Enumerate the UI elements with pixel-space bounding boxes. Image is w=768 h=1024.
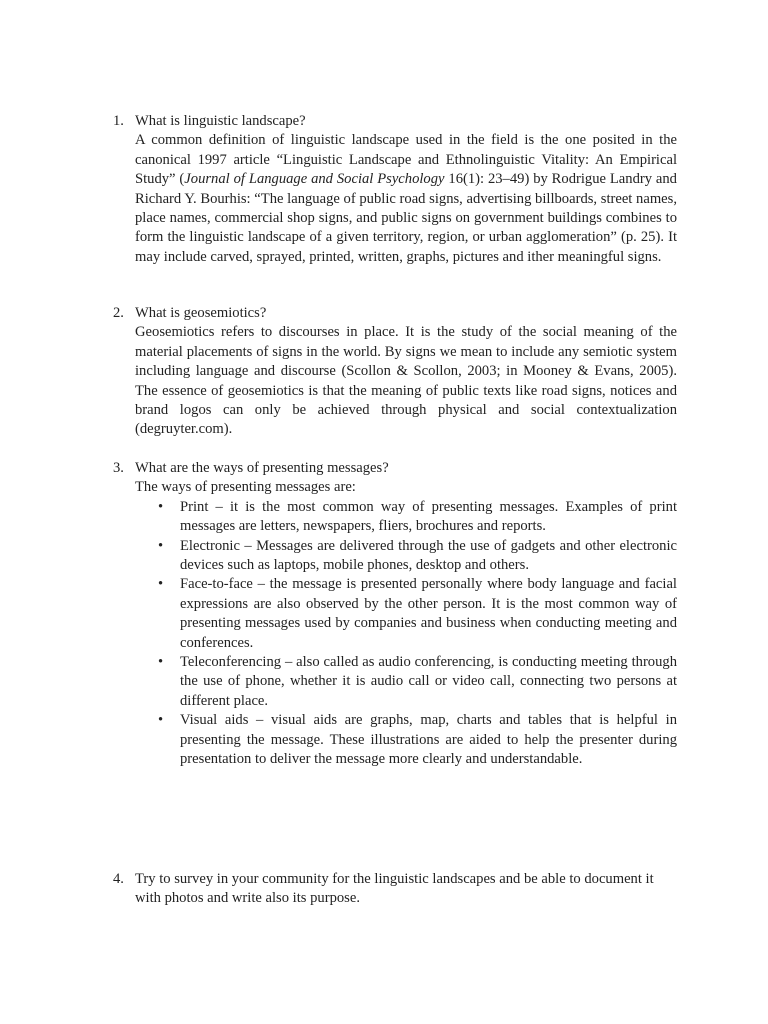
question-2 <box>113 304 677 440</box>
list-item-text: Teleconferencing – also called as audio conferencing, is conducting meeting through the use of phone, whether it is audio call or video call, connecting two persons at different place. <box>180 654 677 709</box>
list-item-text: Face-to-face – the message is presented personally where body language and facial expressions are also observed by the other person. It is the most common way of presenting messages used by companies and business when conducting meeting and conferences. <box>180 576 677 651</box>
list-item-text: Electronic – Messages are delivered through the use of gadgets and other electronic devices such as laptops, mobile phones, desktop and others. <box>180 537 677 574</box>
list-item <box>135 575 677 653</box>
question-row <box>113 304 677 323</box>
item-number: 4. <box>113 871 124 887</box>
list-item <box>135 653 677 711</box>
question-row <box>113 870 677 909</box>
item-number: 1. <box>113 113 124 129</box>
bullet-icon: • <box>158 576 164 593</box>
answer-paragraph <box>135 131 677 267</box>
question-4 <box>113 870 677 909</box>
bullet-list <box>135 498 677 770</box>
question-3 <box>113 459 677 770</box>
list-item <box>135 498 677 537</box>
bullet-icon: • <box>158 712 164 729</box>
question-1 <box>113 112 677 267</box>
question-text: What are the ways of presenting messages? <box>135 460 389 476</box>
question-text: Try to survey in your community for the linguistic landscapes and be able to document it with photos and write also its purpose. <box>135 871 654 907</box>
question-row <box>113 459 677 478</box>
list-item-text: Visual aids – visual aids are graphs, map, charts and tables that is helpful in presenting the message. These illustrations are aided to help the presenter during presentation to deliver the message more clearly and understandable. <box>180 712 677 768</box>
list-item <box>135 711 677 769</box>
item-number: 2. <box>113 305 124 321</box>
answer-text-part: A common definition of linguistic landscape used in the field is the one posited in the canonical 1997 article “Linguistic Landscape and Ethnolinguistic Vitality: An Empirical Study” ( <box>135 132 677 188</box>
question-row <box>113 112 677 131</box>
list-item-text: Print – it is the most common way of presenting messages. Examples of print messages are letters, newspapers, fliers, brochures and reports. <box>180 498 677 535</box>
bullet-icon: • <box>158 537 164 554</box>
item-number: 3. <box>113 460 124 476</box>
question-text: What is geosemiotics? <box>135 305 267 321</box>
bullet-icon: • <box>158 654 164 671</box>
journal-title: Journal of Language and Social Psychology <box>184 171 445 188</box>
answer-text-part: 16(1): 23–49) by Rodrigue Landry and Richard Y. Bourhis: “The language of public road signs, advertising billboards, street names, place names, commercial shop signs, and public signs on government buildings combines to form the linguistic landscape of a given territory, region, or urban agglomeration” (p. 25). It may include carved, sprayed, printed, written, graphs, pictures and ither meaningful signs. <box>135 171 677 265</box>
question-text: What is linguistic landscape? <box>135 113 306 129</box>
answer-paragraph: Geosemiotics refers to discourses in place. It is the study of the social meaning of the material placements of signs in the world. By signs we mean to include any semiotic system including language and discourse (Scollon & Scollon, 2003; in Mooney & Evans, 2005). The essence of geosemiotics is that the meaning of public texts like road signs, notices and brand logos can only be achieved through physical and social contextualization (degruyter.com). <box>135 324 677 438</box>
bullet-icon: • <box>158 498 164 515</box>
answer-intro: The ways of presenting messages are: <box>135 479 356 496</box>
list-item <box>135 537 677 576</box>
